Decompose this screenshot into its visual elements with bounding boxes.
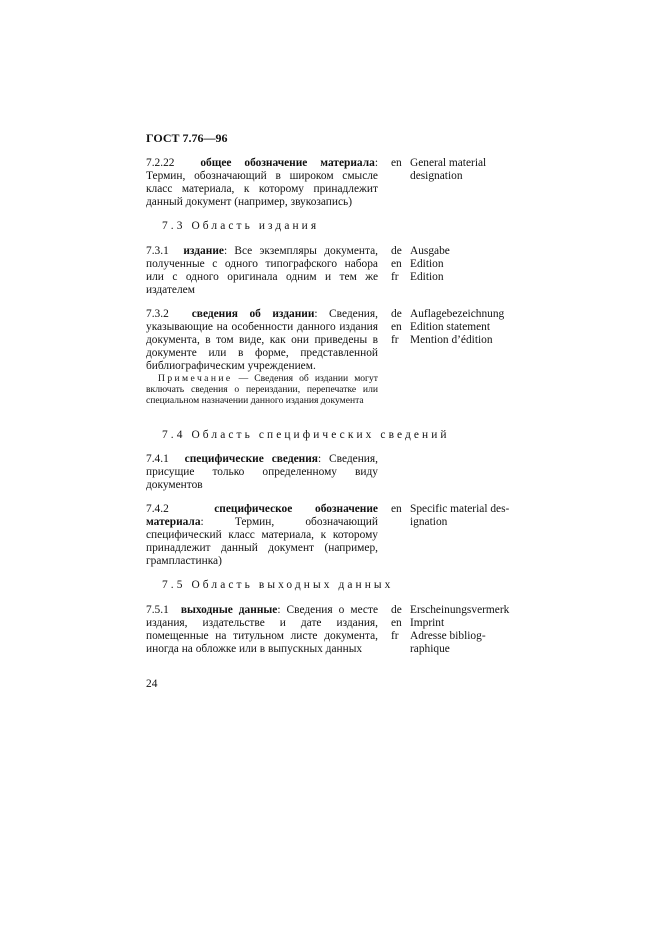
equivalent-term: raphique <box>410 643 450 655</box>
entry-number: 7.3.2 <box>146 308 169 320</box>
equivalent-text: General material <box>410 157 487 169</box>
entry-number: 7.3.1 <box>146 245 169 257</box>
language-code: en <box>391 503 402 515</box>
section-heading-7-3: 7.3 Область издания <box>162 220 320 232</box>
equivalent-text: Imprint <box>410 617 445 629</box>
equivalent-term <box>391 258 450 271</box>
language-code: fr <box>391 334 399 346</box>
term-entry-7-2-22 <box>146 157 378 209</box>
language-code: de <box>391 245 402 257</box>
entry-term: общее обозначение материала <box>200 157 375 169</box>
language-code: de <box>391 308 402 320</box>
equivalent-text: Adresse bibliog- <box>410 630 486 642</box>
equivalents-7-3-1 <box>391 245 450 284</box>
term-entry-7-3-1 <box>146 245 378 297</box>
equivalent-term <box>391 308 504 321</box>
equivalents-7-4-2 <box>391 503 509 529</box>
language-code: fr <box>391 271 399 283</box>
equivalent-term <box>391 604 509 617</box>
entry-term: сведения об издании <box>191 308 315 320</box>
entry-term: выходные данные <box>180 604 278 616</box>
equivalent-text: Auflagebezeichnung <box>410 308 505 320</box>
language-code: en <box>391 617 402 629</box>
equivalent-term: ignation <box>410 516 448 528</box>
equivalent-term <box>391 617 509 630</box>
entry-term: специфические сведения <box>184 453 318 465</box>
language-code: fr <box>391 630 399 642</box>
equivalent-term <box>391 321 504 334</box>
section-heading-7-4: 7.4 Область специфических сведений <box>162 429 450 441</box>
equivalent-term <box>391 157 486 170</box>
page-number: 24 <box>146 678 158 690</box>
note-text: — Сведения об издании могут включать сведения о переиздании, перепечатке или специальном назначении данного издания документа <box>146 373 378 406</box>
equivalent-text: Edition <box>410 271 444 283</box>
term-entry-7-3-2 <box>146 308 378 373</box>
equivalent-text: Ausgabe <box>410 245 450 257</box>
entry-number: 7.4.1 <box>146 453 169 465</box>
entry-definition: : Термин, обозначающий специфический класс материала, к которому принадлежит данный документ (например, грампластинка) <box>146 516 378 567</box>
language-code: en <box>391 157 402 169</box>
entry-term: специфическое обозначение материала <box>146 503 378 528</box>
entry-definition: : Сведения о месте издания, издательстве и дате издания, помещенные на титульном листе документа, иногда на обложке или в выпускных данных <box>146 604 379 655</box>
entry-definition: : Термин, обозначающий в широком смысле класс материала, к которому принадлежит данный документ (например, звукозапись) <box>146 157 378 208</box>
equivalent-text: Mention d’édition <box>410 334 493 346</box>
entry-definition: : Сведения, указывающие на особенности данного издания документа, в том виде, как они приведены в документе или в форме, представленной библиографическим учреждением. <box>146 308 378 372</box>
entry-definition: : Все экземпляры документа, полученные с одного типографского набора или с одного оригинала одним и тем же издателем <box>146 245 378 296</box>
equivalents-7-3-2 <box>391 308 504 347</box>
equivalent-term <box>391 503 509 516</box>
language-code: de <box>391 604 402 616</box>
note-label: Примечание <box>158 373 233 384</box>
equivalent-text: Specific material des- <box>410 503 510 515</box>
equivalent-text: Erscheinungsvermerk <box>410 604 510 616</box>
language-code: en <box>391 321 402 333</box>
equivalent-text: Edition statement <box>410 321 491 333</box>
term-entry-7-4-2 <box>146 503 378 568</box>
language-code: en <box>391 258 402 270</box>
term-entry-7-4-1 <box>146 453 378 492</box>
entry-number: 7.2.22 <box>146 157 175 169</box>
equivalent-term: designation <box>410 170 463 182</box>
entry-number: 7.4.2 <box>146 503 169 515</box>
entry-note-7-3-2 <box>146 373 378 406</box>
equivalent-term <box>391 334 504 347</box>
term-entry-7-5-1 <box>146 604 378 656</box>
entry-definition: : Сведения, присущие только определенному виду документов <box>146 453 378 491</box>
equivalent-text: Edition <box>410 258 444 270</box>
entry-number: 7.5.1 <box>146 604 169 616</box>
equivalent-term <box>391 271 450 284</box>
equivalent-term <box>391 245 450 258</box>
entry-term: издание <box>183 245 224 257</box>
equivalents-7-5-1 <box>391 604 509 656</box>
equivalents-7-2-22 <box>391 157 486 183</box>
equivalent-term <box>391 630 509 643</box>
section-heading-7-5: 7.5 Область выходных данных <box>162 579 394 591</box>
document-code: ГОСТ 7.76—96 <box>146 131 228 145</box>
